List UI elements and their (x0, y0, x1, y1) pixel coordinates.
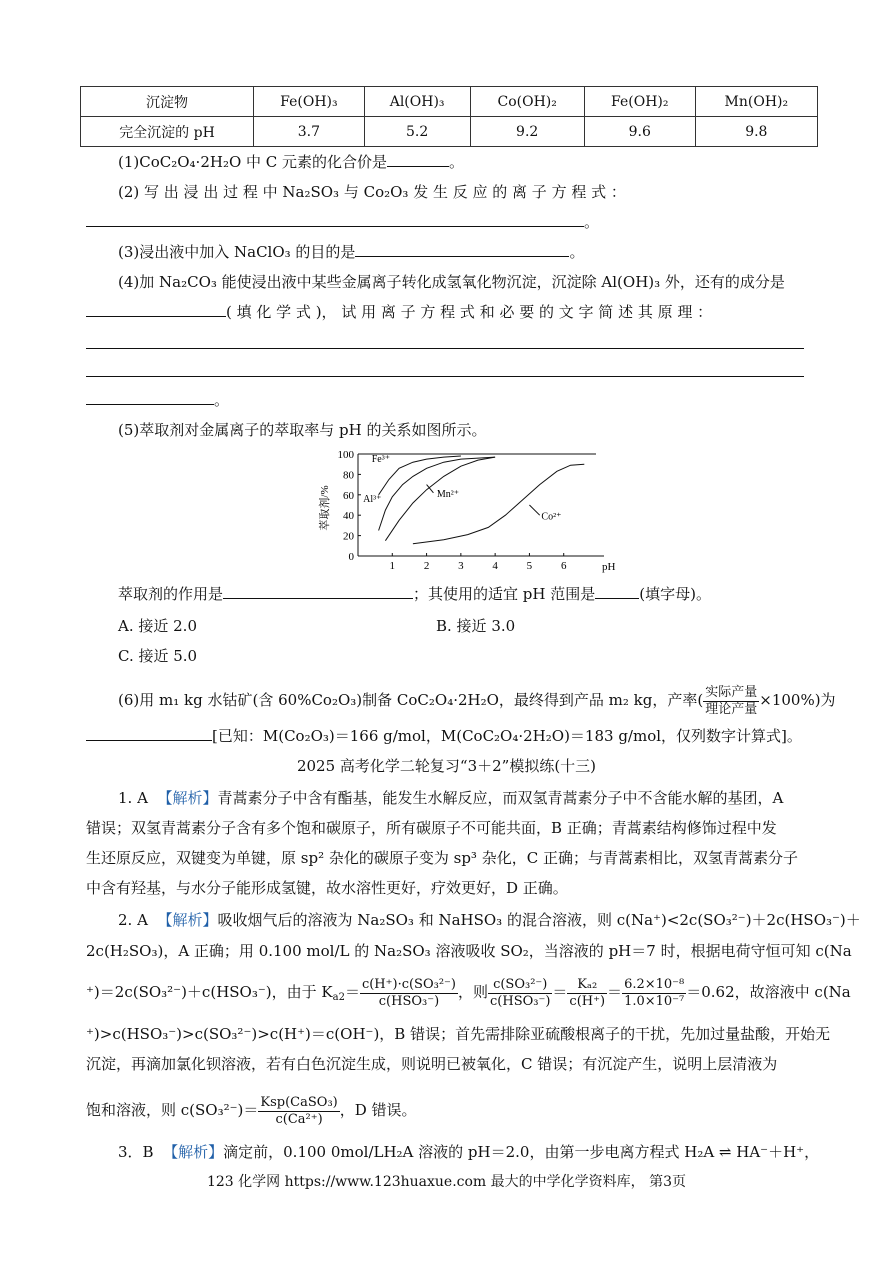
question-6 (118, 682, 836, 718)
fraction-numerator: c(SO₃²⁻) (488, 977, 552, 994)
fraction (488, 977, 552, 1010)
y-tick-label: 60 (343, 489, 354, 502)
answer-blank[interactable] (223, 584, 413, 599)
question-4-text-b: ( 填 化 学 式 )， 试 用 离 子 方 程 式 和 必 要 的 文 字 简 述 其 原 理 ： (226, 303, 713, 321)
question-4: (4)加 Na₂CO₃ 能使浸出液中某些金属离子转化成氢氧化物沉淀，沉淀除 Al(OH)₃ 外，还有的成分是 (118, 273, 785, 291)
y-axis-label: 萃取剂/% (319, 485, 331, 531)
answer-2-line-4: ⁺)>c(HSO₃⁻)>c(SO₃²⁻)>c(H⁺)＝c(OH⁻)，B 错误；首先需排除亚硫酸根离子的干扰，先加过量盐酸，开始无 (86, 1025, 831, 1043)
answer-blank[interactable] (595, 584, 639, 599)
question-5-text-c: (填字母)。 (639, 585, 711, 603)
series-line-Co²⁺ (413, 464, 584, 544)
fraction-denominator: c(Ca²⁺) (275, 1111, 323, 1127)
question-1-text: (1)CoC₂O₄·2H₂O 中 C 元素的化合价是 (118, 153, 388, 171)
answer-text: ＝0.62，故溶液中 c(Na (686, 983, 851, 1001)
y-tick-label: 40 (343, 510, 354, 523)
answer-text: 吸收烟气后的溶液为 Na₂SO₃ 和 NaHSO₃ 的混合溶液，则 c(Na⁺)<2c(SO₃²⁻)＋2c(HSO₃⁻)＋ (217, 911, 861, 929)
answer-2-line-3: ⁺)＝2c(SO₃²⁻)＋c(HSO₃⁻)，由于 $K_{a2}=$ $\frac{\text{c(H⁺)·c(SO₃²⁻)}}{\text{c(HSO₃⁻)}}$ ，则 $\frac{\text{c(SO₃²⁻)}}{\text{c(HSO₃⁻)}}$ ＝ $\frac{\text{Kₐ₂}}{c(H^+)}$ ＝ $\frac{\text{6.2×10⁻⁸}}{\text{1.0×10⁻⁷}}$ ＝0.62，故溶液中 c(Na (86, 976, 851, 1009)
answer-section-title: 2025 高考化学二轮复习“3＋2”模拟练(十三) (296, 757, 597, 775)
table-row (81, 117, 818, 147)
page-footer: 123 化学网 https://www.123huaxue.com 最大的中学化学资料库， 第3页 (206, 1174, 687, 1190)
fraction-denominator: c(HSO₃⁻) (378, 993, 440, 1009)
punctuation: 。 (214, 391, 230, 409)
chart-labels (317, 449, 616, 573)
x-tick-label: 1 (389, 560, 396, 572)
option-b[interactable]: B. 接近 3.0 (436, 617, 516, 635)
question-6-text-c: [已知：M(Co₂O₃)＝166 g/mol，M(CoC₂O₄·2H₂O)＝183 g/mol，仅列数字计算式]。 (212, 727, 802, 745)
question-1 (118, 152, 464, 172)
answer-text: ，D 错误。 (339, 1101, 417, 1119)
answer-2-line-6 (86, 1090, 417, 1130)
question-3 (118, 242, 584, 262)
answer-blank[interactable] (86, 302, 226, 317)
x-axis-label: pH (602, 561, 616, 573)
option-c[interactable]: C. 接近 5.0 (118, 647, 198, 665)
fraction-numerator: Ksp(CaSO₃) (260, 1094, 338, 1110)
question-6-text-a: (6)用 m₁ kg 水钴矿(含 60%Co₂O₃)制备 CoC₂O₄·2H₂O，最终得到产品 m₂ kg，产率( (118, 691, 704, 709)
table-header-cell: Co(OH)₂ (470, 87, 584, 117)
answer-blank[interactable] (86, 212, 584, 227)
table-cell: 9.2 (470, 117, 584, 147)
fraction (622, 977, 686, 1010)
fraction-denominator: 1.0×10⁻⁷ (624, 993, 685, 1009)
fraction-denominator: c(H⁺) (569, 993, 606, 1009)
answer-1-line-4: 中含有羟基，与水分子能形成氢键，故水溶性更好，疗效更好，D 正确。 (86, 879, 568, 897)
table-cell: 9.6 (584, 117, 695, 147)
table-header-cell: 沉淀物 (81, 87, 254, 117)
answer-text: 青蒿素分子中含有酯基，能发生水解反应，而双氢青蒿素分子中不含能水解的基团，A (217, 789, 784, 807)
question-6-line-2 (86, 726, 802, 746)
answer-2-line-2: 2c(H₂SO₃)，A 正确；用 0.100 mol/L 的 Na₂SO₃ 溶液吸收 SO₂，当溶液的 pH＝7 时，根据电荷守恒可知 c(Na (86, 942, 852, 960)
y-tick-label: 0 (348, 551, 354, 563)
table-cell: 9.8 (695, 117, 817, 147)
answer-text: 滴定前，0.100 0mol/LH₂A 溶液的 pH＝2.0，由第一步电离方程式 H₂A ⇌ HA⁻＋H⁺， (223, 1143, 820, 1161)
table-cell: 5.2 (364, 117, 470, 147)
y-tick-label: 100 (337, 449, 354, 461)
answer-blank[interactable] (86, 390, 214, 405)
fraction (567, 977, 607, 1010)
answer-number: 2. A (118, 911, 148, 929)
question-2-answer-line (86, 212, 599, 232)
x-tick-label: 5 (526, 560, 533, 572)
table-cell: 3.7 (254, 117, 365, 147)
answer-1-line-3: 生还原反应，双键变为单键，原 sp² 杂化的碳原子变为 sp³ 杂化，C 正确；与青蒿素相比，双氢青蒿素分子 (86, 849, 798, 867)
series-label: Al³⁺ (363, 493, 382, 505)
series-label: Fe³⁺ (371, 454, 390, 466)
answer-line[interactable] (86, 348, 804, 349)
answer-line[interactable] (86, 376, 804, 377)
answer-blank[interactable] (86, 726, 212, 741)
series-label: Co²⁺ (541, 511, 562, 523)
question-4-line-2 (86, 302, 712, 322)
x-tick-label: 3 (458, 560, 464, 572)
fraction-denominator: 理论产量 (705, 701, 758, 717)
fraction-numerator: 6.2×10⁻⁸ (624, 976, 685, 992)
punctuation: 。 (584, 213, 600, 231)
answer-number: 3．B (118, 1143, 154, 1161)
table-header-cell: Fe(OH)₃ (254, 87, 365, 117)
answer-2-line-5: 沉淀，再滴加氯化钡溶液，若有白色沉淀生成，则说明已被氧化，C 错误；有沉淀产生，说明上层清液为 (86, 1055, 778, 1073)
answer-2-line-1 (118, 910, 861, 930)
chart-axes (358, 454, 604, 556)
table-row-label: 完全沉淀的 pH (81, 117, 254, 147)
fraction-numerator: c(H⁺)·c(SO₃²⁻) (361, 976, 456, 992)
answer-number: 1. A (118, 789, 148, 807)
co-leader-line (529, 505, 539, 515)
extraction-rate-chart (318, 446, 616, 580)
analysis-tag: 【解析】 (163, 1143, 224, 1161)
fraction-denominator: c(HSO₃⁻) (490, 993, 551, 1009)
answer-text: ⁺)＝2c(SO₃²⁻)＋c(HSO₃⁻)，由于 K (86, 983, 333, 1001)
answer-3-line-1 (118, 1142, 819, 1162)
analysis-tag: 【解析】 (157, 911, 218, 929)
question-5-text-b: ；其使用的适宜 pH 范围是 (413, 585, 596, 603)
answer-blank[interactable] (355, 242, 569, 257)
punctuation: 。 (449, 153, 465, 171)
x-tick-label: 2 (423, 560, 430, 572)
table-header-cell: Mn(OH)₂ (695, 87, 817, 117)
question-5-text-a: 萃取剂的作用是 (118, 585, 224, 603)
y-tick-label: 80 (343, 469, 354, 482)
fraction-numerator: 实际产量 (705, 684, 758, 700)
question-5-answer (118, 584, 711, 604)
table-header-cell: Al(OH)₃ (364, 87, 470, 117)
answer-text: 饱和溶液，则 c(SO₃²⁻)＝ (86, 1101, 259, 1119)
y-tick-label: 20 (343, 530, 354, 543)
answer-blank[interactable] (387, 152, 449, 167)
x-tick-label: 4 (492, 560, 498, 572)
fraction (258, 1095, 339, 1128)
fraction (360, 977, 458, 1010)
chart-series (379, 456, 585, 544)
answer-1-line-2: 错误；双氢青蒿素分子含有多个饱和碳原子，所有碳原子不可能共面，B 正确；青蒿素结构修饰过程中发 (86, 819, 777, 837)
question-5: (5)萃取剂对金属离子的萃取率与 pH 的关系如图所示。 (118, 421, 487, 439)
series-label: Mn²⁺ (436, 488, 460, 500)
fraction-numerator: Kₐ₂ (567, 977, 607, 994)
yield-fraction (703, 685, 759, 718)
punctuation: 。 (569, 243, 585, 261)
table-header-row (81, 87, 818, 117)
answer-1-line-1 (118, 788, 783, 808)
question-2: (2) 写 出 浸 出 过 程 中 Na₂SO₃ 与 Co₂O₃ 发 生 反 应 的 离 子 方 程 式 ： (118, 183, 626, 201)
analysis-tag: 【解析】 (157, 789, 218, 807)
question-4-answer-end (86, 390, 229, 410)
answer-text: ，则 (457, 983, 488, 1001)
option-a[interactable]: A. 接近 2.0 (118, 617, 197, 635)
table-header-cell: Fe(OH)₂ (584, 87, 695, 117)
question-6-text-b: ×100%)为 (759, 691, 836, 709)
x-tick-label: 6 (560, 560, 567, 572)
precipitation-ph-table (80, 86, 818, 147)
question-3-text: (3)浸出液中加入 NaClO₃ 的目的是 (118, 243, 356, 261)
